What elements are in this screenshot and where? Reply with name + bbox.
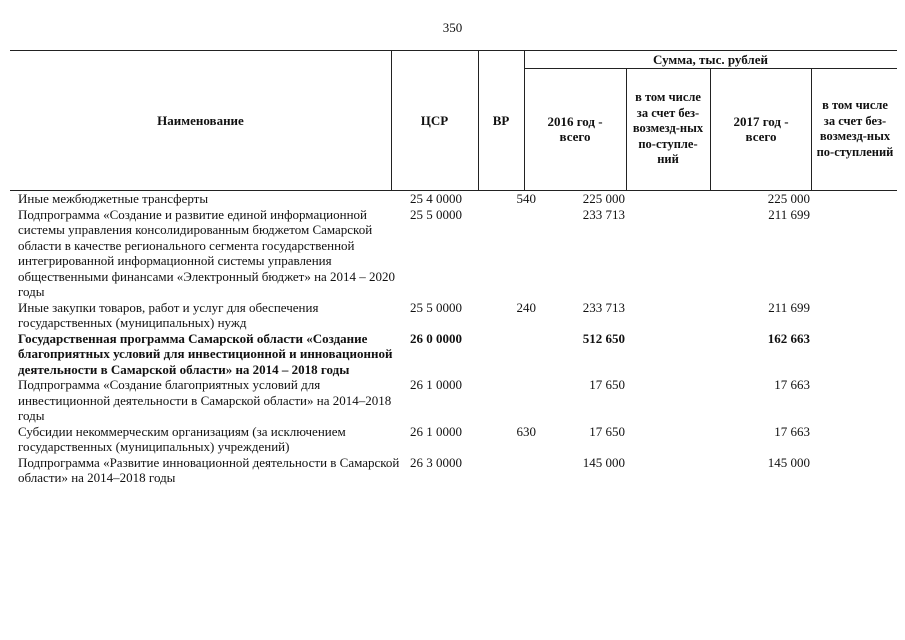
header-name: Наименование [157,112,244,128]
row-sum-2017: 17 663 [774,377,810,392]
row-sum-2017: 211 699 [768,299,810,315]
row-sum-2017: 17 663 [774,423,810,439]
row-free-2016 [625,191,728,207]
row-free-2016 [625,300,728,331]
row-csr: 25 5 0000 [410,299,462,315]
row-sum-2017: 211 699 [768,206,810,222]
header-sum-group: Сумма, тыс. рублей [653,52,768,67]
table-row [18,207,888,300]
row-sum-2017: 145 000 [767,454,810,470]
row-vr: 630 [516,423,536,439]
row-free-2016 [625,377,728,424]
row-name: Иные закупки товаров, работ и услуг для обеспечения государственных (муниципальных) нужд [18,299,319,330]
header-csr: ЦСР [420,112,449,128]
table-row [18,377,888,424]
row-name: Подпрограмма «Создание и развитие единой информационной системы управления консолидированным бюджетом Самарской области в качестве регионального сегмента государственной интегрированной информационной системы управления общественными финансами «Электронный бюджет» на 2014 – 2020 годы [18,206,396,299]
row-sum-2016: 17 650 [589,423,625,439]
row-free-2016 [625,207,728,300]
row-sum-2016: 512 650 [582,330,625,346]
table-body [18,191,888,486]
row-csr: 26 1 0000 [410,377,462,392]
table-row [18,191,888,207]
row-free-2016 [625,455,728,486]
header-2017-free: в том числе за счет без-возмезд-ных по-ступлений [816,98,894,159]
row-name: Подпрограмма «Создание благоприятных условий для инвестиционной деятельности в Самарской области» на 2014–2018 годы [18,377,392,423]
row-name: Субсидии некоммерческим организациям (за исключением государственных (муниципальных) учреждений) [18,423,346,454]
row-free-2016 [625,331,728,378]
header-2016-free: в том числе за счет без-возмезд-ных по-ступле-ний [632,90,704,167]
row-name: Иные межбюджетные трансферты [18,191,209,206]
row-free-2017 [810,207,880,300]
row-sum-2017: 162 663 [767,330,810,346]
row-vr [498,455,536,486]
header-divider-2017 [811,68,812,190]
row-sum-2016: 17 650 [589,377,625,392]
row-name: Подпрограмма «Развитие инновационной деятельности в Самарской области» на 2014–2018 годы [18,454,400,485]
table-row [18,300,888,331]
row-vr: 240 [516,299,536,315]
row-csr: 26 1 0000 [410,423,462,439]
row-sum-2016: 233 713 [582,299,625,315]
row-vr [498,331,536,378]
row-csr: 25 4 0000 [410,191,462,206]
row-free-2017 [810,300,880,331]
row-csr: 26 3 0000 [410,454,462,470]
row-free-2017 [810,455,880,486]
table-row [18,455,888,486]
row-sum-2016: 145 000 [582,454,625,470]
row-csr: 25 5 0000 [410,206,462,222]
row-free-2017 [810,191,880,207]
row-free-2017 [810,424,880,455]
table-row [18,424,888,455]
row-vr [498,207,536,300]
header-vr: ВР [492,112,510,128]
header-2016-total: 2016 год - всего [547,114,603,144]
row-sum-2016: 233 713 [582,206,625,222]
header-divider-2016 [626,68,627,190]
row-csr: 26 0 0000 [410,330,462,346]
row-name: Государственная программа Самарской области «Создание благоприятных условий для инвестиционной и инновационной деятельности в Самарской области» на 2014 – 2018 годы [18,330,393,377]
row-free-2016 [625,424,728,455]
row-sum-2017: 225 000 [767,191,810,206]
row-vr: 540 [516,191,536,206]
row-free-2017 [810,331,880,378]
header-divider-2016-free [710,68,711,190]
table-row [18,331,888,378]
page-number: 350 [442,20,463,35]
row-vr [498,377,536,424]
header-divider-vr [524,50,525,190]
row-free-2017 [810,377,880,424]
header-2017-total: 2017 год - всего [733,114,789,144]
row-sum-2016: 225 000 [582,191,625,206]
